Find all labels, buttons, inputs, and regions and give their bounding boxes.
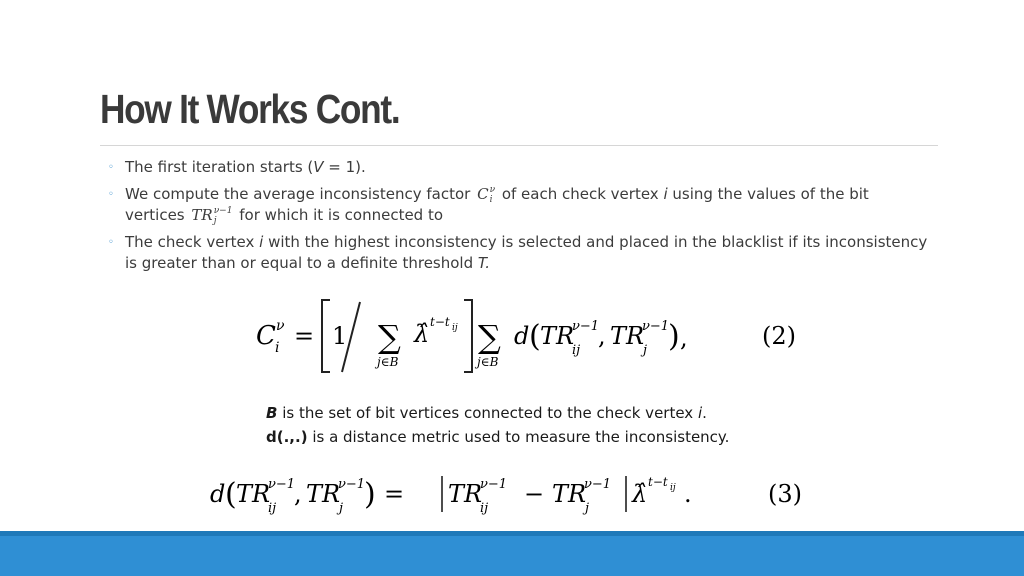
eq2-tr1-sub: ij: [572, 343, 581, 358]
eq2-right-bracket: [464, 300, 472, 372]
eq3-tr2-sup: ν−1: [338, 477, 366, 492]
eq2-tr2-sup: ν−1: [642, 319, 670, 334]
eq3-period: .: [684, 480, 692, 508]
eq2-sum-index-2: j∈B: [477, 355, 499, 369]
eq3-number: (3): [768, 480, 802, 508]
bullet-circle-icon: ◦: [108, 237, 114, 248]
eq2-tr2-sub: j: [643, 343, 648, 358]
eq2-tr2: TR: [610, 322, 645, 350]
eq2-sum-1: ∑: [378, 318, 401, 356]
eq2-lhs: C: [256, 321, 276, 351]
eq3-tr3-sub: ij: [480, 501, 489, 516]
inline-math-tr: TR ν−1 j: [191, 205, 233, 226]
eq3-tr3: TR: [448, 480, 483, 508]
inline-math-c: C ν i: [477, 184, 496, 205]
eq3-tr4-sub: j: [585, 501, 590, 516]
eq2-paren-open: (: [529, 319, 541, 354]
eq3-tr4: TR: [552, 480, 587, 508]
eq3-tr2-sub: j: [339, 501, 344, 516]
eq3-tr1-sup: ν−1: [268, 477, 296, 492]
eq3-paren-open: (: [225, 477, 237, 512]
eq2-comma: ,: [598, 322, 606, 350]
definition-d: d(.,.) is a distance metric used to measure the inconsistency.: [266, 428, 730, 446]
equation-2-graphic: [250, 294, 810, 378]
eq2-lambda-exp-sub: ij: [452, 323, 458, 333]
title-divider: [100, 145, 938, 146]
eq2-equals: =: [294, 322, 315, 350]
eq2-one: 1: [332, 322, 348, 350]
bullet-item: ◦ The check vertex i with the highest inconsistency is selected and placed in the blacklist if its inconsistency is greater than or equal to a definite threshold T.: [108, 233, 928, 272]
definitions: [266, 401, 729, 449]
eq3-lambda-exp: t−t: [648, 475, 668, 489]
eq2-number: (2): [762, 322, 796, 350]
eq3-paren-close: ): [364, 477, 376, 512]
eq2-lambda: λ̂: [414, 320, 430, 348]
eq3-comma: ,: [294, 480, 302, 508]
eq2-tr1-sup: ν−1: [572, 319, 600, 334]
bullet-circle-icon: ◦: [108, 162, 114, 173]
eq2-sum-index-1: j∈B: [377, 355, 399, 369]
eq3-minus: −: [524, 480, 545, 508]
eq2-trailing-comma: ,: [680, 324, 688, 352]
eq2-lhs-sub: i: [275, 340, 280, 356]
bullet-item: ◦ The first iteration starts (V = 1).: [108, 158, 366, 176]
eq3-tr3-sup: ν−1: [480, 477, 508, 492]
eq3-d: d: [210, 480, 226, 508]
eq2-paren-close: ): [668, 319, 680, 354]
eq3-lambda: λ̂: [632, 480, 648, 508]
footer-bar: [0, 536, 1024, 576]
eq2-lhs-sup: ν: [276, 318, 285, 334]
eq3-tr4-sup: ν−1: [584, 477, 612, 492]
eq3-tr1-sub: ij: [268, 501, 277, 516]
bullet-list: [108, 157, 928, 280]
eq2-sum-2: ∑: [478, 318, 501, 356]
definition-b: B is the set of bit vertices connected to the check vertex i.: [266, 404, 707, 422]
eq3-equals: =: [384, 480, 405, 508]
eq2-tr1: TR: [540, 322, 575, 350]
equation-3: [206, 466, 806, 524]
eq2-lambda-exp: t−t: [430, 315, 450, 329]
eq2-left-bracket: [322, 300, 330, 372]
eq2-d: d: [514, 322, 530, 350]
equation-2: [250, 294, 810, 378]
eq3-tr1: TR: [236, 480, 271, 508]
eq3-lambda-exp-sub: ij: [670, 483, 676, 493]
eq3-tr2: TR: [306, 480, 341, 508]
bullet-item: ◦ We compute the average inconsistency factor C ν i of each check vertex i using the values of the bit vertices TR ν−1 j for which it is connected to: [108, 184, 869, 226]
slide-title: How It Works Cont.: [100, 86, 400, 132]
equation-3-graphic: [206, 466, 806, 524]
bullet-circle-icon: ◦: [108, 189, 114, 200]
